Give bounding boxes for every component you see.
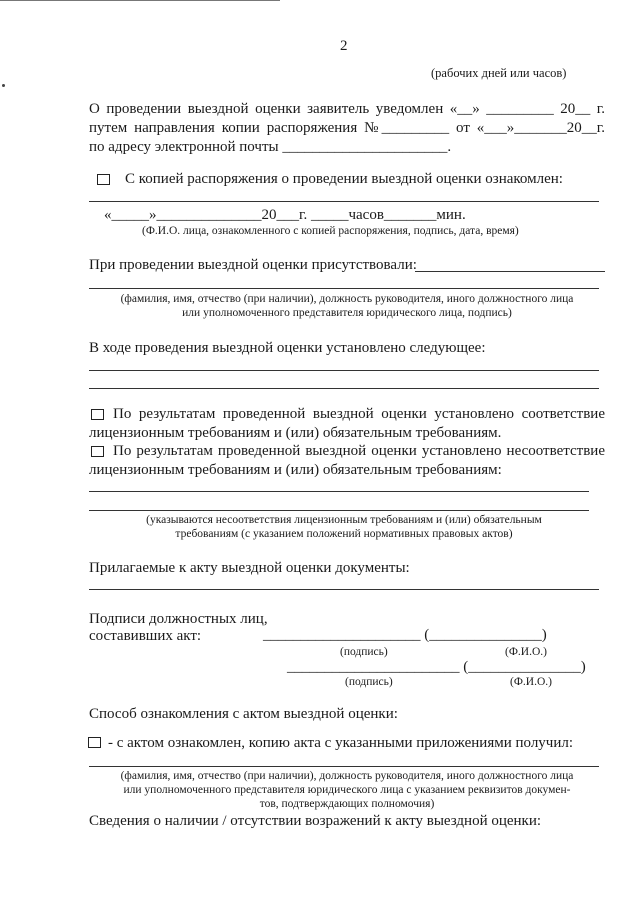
familiarization-line [89,766,599,767]
copy-acknowledged-checkbox[interactable] [97,174,110,185]
results-caption-2: требованиям (с указанием положений нормативных правовых актов) [175,528,513,540]
compliant-checkbox[interactable] [91,409,104,420]
attached-docs-label: Прилагаемые к акту выездной оценки документы: [89,560,410,576]
present-caption-2: или уполномоченного представителя юридического лица, подпись) [182,307,512,319]
familiarization-caption-2: или уполномоченного представителя юридического лица с указанием реквизитов докумен- [123,784,571,796]
signatures-label-1: Подписи должностных лиц, [89,611,268,627]
signatures-label-2: составивших акт: [89,628,202,644]
copy-acknowledged-label: С копией распоряжения о проведении выездной оценки ознакомлен: [125,171,563,187]
familiarization-caption-3: тов, подтверждающих полномочия) [259,798,435,810]
notify-line-2: путем направления копии распоряжения №_________ от «___»_______20__г. [89,120,605,136]
notify-line-3: по адресу электронной почты ______________________. [89,139,452,155]
familiarized-label: - с актом ознакомлен, копию акта с указанными приложениями получил: [108,735,574,751]
noncompliant-line-b [89,510,589,511]
present-caption-1: (фамилия, имя, отчество (при наличии), должность руководителя, иного должностного лица [120,293,574,305]
familiarized-checkbox[interactable] [88,737,101,748]
noncompliant-line-a [89,491,589,492]
noncompliant-line-2: лицензионным требованиям и (или) обязательным требованиям: [89,462,502,478]
copy-signature-line [89,201,599,202]
objections-label: Сведения о наличии / отсутствии возражений к акту выездной оценки: [89,813,542,829]
signature-caption-1: (подпись) [340,646,388,658]
page-number: 2 [340,38,348,54]
signature-row-2: _______________________ (_______________) [287,659,586,675]
noncompliant-line-1: По результатам проведенной выездной оценки установлено несоответствие [113,443,605,459]
name-caption-2: (Ф.И.О.) [510,676,552,688]
established-line-1 [89,370,599,371]
noncompliant-checkbox[interactable] [91,446,104,457]
copy-date-line: «_____»______________20___г. _____часов_______мин. [104,207,466,223]
name-caption-1: (Ф.И.О.) [505,646,547,658]
top-edge-line [0,0,280,1]
present-inline-line [415,271,605,272]
attached-docs-line [89,589,599,590]
results-caption-1: (указываются несоответствия лицензионным требованиям и (или) обязательным [146,514,542,526]
present-label: При проведении выездной оценки присутствовали: [89,257,417,273]
familiarization-caption-1: (фамилия, имя, отчество (при наличии), должность руководителя, иного должностного лица [120,770,574,782]
copy-caption: (Ф.И.О. лица, ознакомленного с копией распоряжения, подпись, дата, время) [142,225,519,237]
compliant-line-1: По результатам проведенной выездной оценки установлено соответствие [113,406,605,422]
signature-row-1: _____________________ (_______________) [263,627,547,643]
familiarization-label: Способ ознакомления с актом выездной оценки: [89,706,398,722]
scan-speck [2,84,5,87]
established-label: В ходе проведения выездной оценки установлено следующее: [89,340,486,356]
present-line [89,288,599,289]
established-line-2 [89,388,599,389]
days-note: (рабочих дней или часов) [431,66,567,80]
signature-caption-2: (подпись) [345,676,393,688]
notify-line-1: О проведении выездной оценки заявитель уведомлен «__» _________ 20__ г. [89,101,605,117]
compliant-line-2: лицензионным требованиям и (или) обязательным требованиям. [89,425,502,441]
